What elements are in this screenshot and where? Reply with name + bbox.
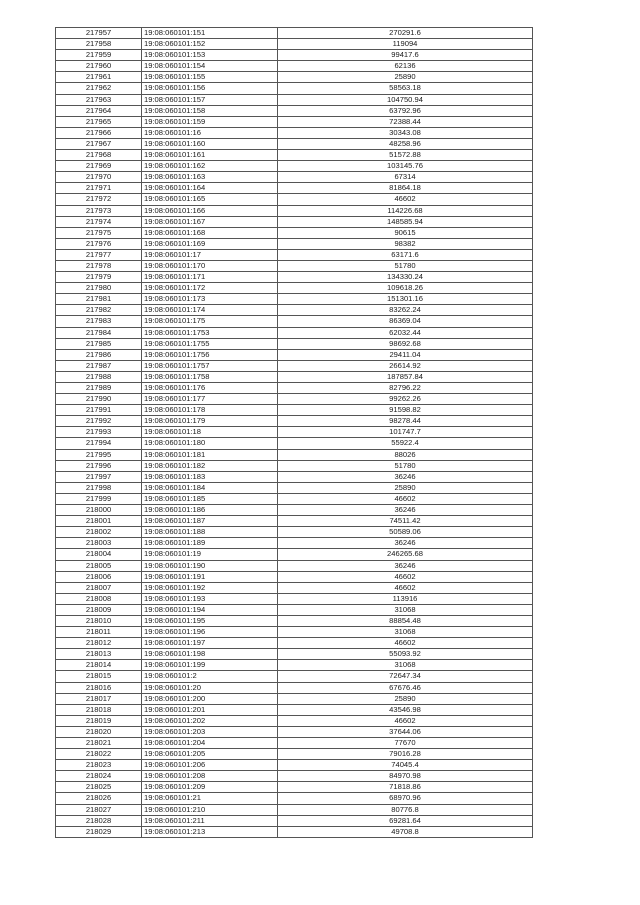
row-index-cell: 218014 [56, 660, 142, 671]
cadastral-number-cell: 19:08:060101:190 [142, 560, 278, 571]
value-cell: 67314 [278, 172, 533, 183]
row-index-cell: 217999 [56, 493, 142, 504]
value-cell: 46602 [278, 638, 533, 649]
value-cell: 25890 [278, 693, 533, 704]
table-row [56, 194, 533, 205]
table-row [56, 804, 533, 815]
row-index-cell: 218023 [56, 760, 142, 771]
cadastral-number-cell: 19:08:060101:1756 [142, 349, 278, 360]
table-row [56, 61, 533, 72]
cadastral-number-cell: 19:08:060101:198 [142, 649, 278, 660]
cadastral-number-cell: 19:08:060101:182 [142, 460, 278, 471]
value-cell: 88854.48 [278, 615, 533, 626]
value-cell: 246265.68 [278, 549, 533, 560]
value-cell: 82796.22 [278, 383, 533, 394]
row-index-cell: 217996 [56, 460, 142, 471]
table-row [56, 549, 533, 560]
row-index-cell: 217986 [56, 349, 142, 360]
value-cell: 270291.6 [278, 28, 533, 39]
value-cell: 51572.88 [278, 150, 533, 161]
row-index-cell: 218005 [56, 560, 142, 571]
cadastral-number-cell: 19:08:060101:189 [142, 538, 278, 549]
row-index-cell: 218025 [56, 782, 142, 793]
cadastral-number-cell: 19:08:060101:174 [142, 305, 278, 316]
value-cell: 98278.44 [278, 416, 533, 427]
row-index-cell: 217995 [56, 449, 142, 460]
value-cell: 37644.06 [278, 726, 533, 737]
table-row [56, 671, 533, 682]
row-index-cell: 217963 [56, 94, 142, 105]
table-row [56, 161, 533, 172]
table-row [56, 305, 533, 316]
table-row [56, 815, 533, 826]
row-index-cell: 217970 [56, 172, 142, 183]
row-index-cell: 218020 [56, 726, 142, 737]
value-cell: 36246 [278, 538, 533, 549]
cadastral-number-cell: 19:08:060101:155 [142, 72, 278, 83]
table-row [56, 72, 533, 83]
cadastral-number-cell: 19:08:060101:196 [142, 627, 278, 638]
cadastral-number-cell: 19:08:060101:192 [142, 582, 278, 593]
table-row [56, 516, 533, 527]
value-cell: 119094 [278, 39, 533, 50]
row-index-cell: 217973 [56, 205, 142, 216]
row-index-cell: 218009 [56, 604, 142, 615]
table-row [56, 782, 533, 793]
cadastral-number-cell: 19:08:060101:197 [142, 638, 278, 649]
value-cell: 36246 [278, 560, 533, 571]
table-row [56, 172, 533, 183]
row-index-cell: 217957 [56, 28, 142, 39]
cadastral-number-cell: 19:08:060101:208 [142, 771, 278, 782]
value-cell: 81864.18 [278, 183, 533, 194]
cadastral-number-cell: 19:08:060101:181 [142, 449, 278, 460]
table-row [56, 604, 533, 615]
table-row [56, 138, 533, 149]
value-cell: 25890 [278, 72, 533, 83]
row-index-cell: 217978 [56, 260, 142, 271]
table-row [56, 560, 533, 571]
row-index-cell: 217981 [56, 294, 142, 305]
table-row [56, 682, 533, 693]
value-cell: 31068 [278, 604, 533, 615]
value-cell: 55922.4 [278, 438, 533, 449]
cadastral-number-cell: 19:08:060101:201 [142, 704, 278, 715]
table-row [56, 183, 533, 194]
value-cell: 46602 [278, 493, 533, 504]
row-index-cell: 218017 [56, 693, 142, 704]
row-index-cell: 218004 [56, 549, 142, 560]
row-index-cell: 217967 [56, 138, 142, 149]
row-index-cell: 218000 [56, 505, 142, 516]
row-index-cell: 217977 [56, 249, 142, 260]
cadastral-number-cell: 19:08:060101:167 [142, 216, 278, 227]
table-row [56, 460, 533, 471]
value-cell: 29411.04 [278, 349, 533, 360]
value-cell: 83262.24 [278, 305, 533, 316]
table-row [56, 116, 533, 127]
row-index-cell: 218027 [56, 804, 142, 815]
value-cell: 72647.34 [278, 671, 533, 682]
table-row [56, 205, 533, 216]
cadastral-number-cell: 19:08:060101:178 [142, 405, 278, 416]
value-cell: 90615 [278, 227, 533, 238]
cadastral-number-cell: 19:08:060101:175 [142, 316, 278, 327]
row-index-cell: 217968 [56, 150, 142, 161]
cadastral-number-cell: 19:08:060101:177 [142, 394, 278, 405]
value-cell: 187857.84 [278, 371, 533, 382]
cadastral-number-cell: 19:08:060101:1758 [142, 371, 278, 382]
table-row [56, 216, 533, 227]
table-row [56, 627, 533, 638]
row-index-cell: 218029 [56, 826, 142, 837]
value-cell: 63171.6 [278, 249, 533, 260]
value-cell: 113916 [278, 593, 533, 604]
value-cell: 72388.44 [278, 116, 533, 127]
row-index-cell: 217958 [56, 39, 142, 50]
cadastral-number-cell: 19:08:060101:179 [142, 416, 278, 427]
cadastral-number-cell: 19:08:060101:2 [142, 671, 278, 682]
value-cell: 36246 [278, 505, 533, 516]
cadastral-number-cell: 19:08:060101:170 [142, 260, 278, 271]
value-cell: 77670 [278, 738, 533, 749]
value-cell: 151301.16 [278, 294, 533, 305]
cadastral-number-cell: 19:08:060101:20 [142, 682, 278, 693]
row-index-cell: 218015 [56, 671, 142, 682]
cadastral-number-cell: 19:08:060101:154 [142, 61, 278, 72]
cadastral-number-cell: 19:08:060101:185 [142, 493, 278, 504]
table-row [56, 693, 533, 704]
value-cell: 51780 [278, 460, 533, 471]
table-row [56, 449, 533, 460]
table-row [56, 726, 533, 737]
table-row [56, 438, 533, 449]
row-index-cell: 217961 [56, 72, 142, 83]
cadastral-number-cell: 19:08:060101:166 [142, 205, 278, 216]
cadastral-number-cell: 19:08:060101:191 [142, 571, 278, 582]
row-index-cell: 218019 [56, 715, 142, 726]
table-row [56, 360, 533, 371]
row-index-cell: 217994 [56, 438, 142, 449]
cadastral-number-cell: 19:08:060101:157 [142, 94, 278, 105]
cadastral-number-cell: 19:08:060101:184 [142, 482, 278, 493]
cadastral-number-cell: 19:08:060101:209 [142, 782, 278, 793]
row-index-cell: 218001 [56, 516, 142, 527]
row-index-cell: 218008 [56, 593, 142, 604]
data-table [55, 27, 533, 838]
value-cell: 91598.82 [278, 405, 533, 416]
value-cell: 98382 [278, 238, 533, 249]
table-row [56, 649, 533, 660]
table-row [56, 283, 533, 294]
cadastral-number-cell: 19:08:060101:165 [142, 194, 278, 205]
value-cell: 46602 [278, 571, 533, 582]
cadastral-number-cell: 19:08:060101:18 [142, 427, 278, 438]
row-index-cell: 217991 [56, 405, 142, 416]
row-index-cell: 218007 [56, 582, 142, 593]
row-index-cell: 217966 [56, 127, 142, 138]
table-row [56, 383, 533, 394]
table-body [56, 28, 533, 838]
table-row [56, 28, 533, 39]
row-index-cell: 218022 [56, 749, 142, 760]
table-row [56, 738, 533, 749]
value-cell: 99262.26 [278, 394, 533, 405]
row-index-cell: 218012 [56, 638, 142, 649]
value-cell: 88026 [278, 449, 533, 460]
table-row [56, 105, 533, 116]
table-row [56, 749, 533, 760]
cadastral-number-cell: 19:08:060101:210 [142, 804, 278, 815]
row-index-cell: 217987 [56, 360, 142, 371]
row-index-cell: 217975 [56, 227, 142, 238]
table-row [56, 593, 533, 604]
table-row [56, 826, 533, 837]
cadastral-number-cell: 19:08:060101:206 [142, 760, 278, 771]
row-index-cell: 218028 [56, 815, 142, 826]
cadastral-number-cell: 19:08:060101:158 [142, 105, 278, 116]
value-cell: 58563.18 [278, 83, 533, 94]
value-cell: 31068 [278, 627, 533, 638]
value-cell: 103145.76 [278, 161, 533, 172]
row-index-cell: 217998 [56, 482, 142, 493]
value-cell: 62032.44 [278, 327, 533, 338]
value-cell: 80776.8 [278, 804, 533, 815]
cadastral-number-cell: 19:08:060101:1753 [142, 327, 278, 338]
table-row [56, 83, 533, 94]
row-index-cell: 217972 [56, 194, 142, 205]
cadastral-number-cell: 19:08:060101:204 [142, 738, 278, 749]
row-index-cell: 218002 [56, 527, 142, 538]
value-cell: 104750.94 [278, 94, 533, 105]
value-cell: 69281.64 [278, 815, 533, 826]
row-index-cell: 217965 [56, 116, 142, 127]
row-index-cell: 217960 [56, 61, 142, 72]
cadastral-number-cell: 19:08:060101:193 [142, 593, 278, 604]
value-cell: 46602 [278, 715, 533, 726]
table-row [56, 416, 533, 427]
cadastral-number-cell: 19:08:060101:169 [142, 238, 278, 249]
table-row [56, 471, 533, 482]
table-row [56, 482, 533, 493]
value-cell: 101747.7 [278, 427, 533, 438]
cadastral-number-cell: 19:08:060101:152 [142, 39, 278, 50]
cadastral-number-cell: 19:08:060101:153 [142, 50, 278, 61]
table-row [56, 615, 533, 626]
value-cell: 74511.42 [278, 516, 533, 527]
table-row [56, 638, 533, 649]
row-index-cell: 217983 [56, 316, 142, 327]
table-row [56, 238, 533, 249]
row-index-cell: 218024 [56, 771, 142, 782]
table-row [56, 493, 533, 504]
cadastral-number-cell: 19:08:060101:180 [142, 438, 278, 449]
cadastral-number-cell: 19:08:060101:19 [142, 549, 278, 560]
value-cell: 51780 [278, 260, 533, 271]
table-row [56, 272, 533, 283]
row-index-cell: 217982 [56, 305, 142, 316]
row-index-cell: 217992 [56, 416, 142, 427]
cadastral-number-cell: 19:08:060101:194 [142, 604, 278, 615]
table-row [56, 715, 533, 726]
row-index-cell: 217990 [56, 394, 142, 405]
cadastral-number-cell: 19:08:060101:159 [142, 116, 278, 127]
value-cell: 68970.96 [278, 793, 533, 804]
cadastral-number-cell: 19:08:060101:200 [142, 693, 278, 704]
value-cell: 25890 [278, 482, 533, 493]
cadastral-number-cell: 19:08:060101:163 [142, 172, 278, 183]
table-row [56, 394, 533, 405]
row-index-cell: 218026 [56, 793, 142, 804]
value-cell: 114226.68 [278, 205, 533, 216]
row-index-cell: 217979 [56, 272, 142, 283]
table-row [56, 405, 533, 416]
row-index-cell: 217989 [56, 383, 142, 394]
cadastral-number-cell: 19:08:060101:211 [142, 815, 278, 826]
value-cell: 148585.94 [278, 216, 533, 227]
row-index-cell: 218003 [56, 538, 142, 549]
value-cell: 48258.96 [278, 138, 533, 149]
value-cell: 43546.98 [278, 704, 533, 715]
cadastral-number-cell: 19:08:060101:186 [142, 505, 278, 516]
table-row [56, 150, 533, 161]
row-index-cell: 217962 [56, 83, 142, 94]
row-index-cell: 217980 [56, 283, 142, 294]
value-cell: 67676.46 [278, 682, 533, 693]
row-index-cell: 217993 [56, 427, 142, 438]
value-cell: 86369.04 [278, 316, 533, 327]
cadastral-number-cell: 19:08:060101:199 [142, 660, 278, 671]
cadastral-number-cell: 19:08:060101:168 [142, 227, 278, 238]
row-index-cell: 218013 [56, 649, 142, 660]
table-row [56, 527, 533, 538]
value-cell: 109618.26 [278, 283, 533, 294]
table-row [56, 260, 533, 271]
table-row [56, 249, 533, 260]
value-cell: 36246 [278, 471, 533, 482]
table-row [56, 704, 533, 715]
table-row [56, 793, 533, 804]
cadastral-number-cell: 19:08:060101:205 [142, 749, 278, 760]
value-cell: 71818.86 [278, 782, 533, 793]
table-row [56, 505, 533, 516]
row-index-cell: 217959 [56, 50, 142, 61]
cadastral-number-cell: 19:08:060101:160 [142, 138, 278, 149]
row-index-cell: 217985 [56, 338, 142, 349]
cadastral-number-cell: 19:08:060101:203 [142, 726, 278, 737]
value-cell: 98692.68 [278, 338, 533, 349]
cadastral-number-cell: 19:08:060101:213 [142, 826, 278, 837]
cadastral-number-cell: 19:08:060101:202 [142, 715, 278, 726]
cadastral-number-cell: 19:08:060101:188 [142, 527, 278, 538]
table-row [56, 327, 533, 338]
cadastral-number-cell: 19:08:060101:187 [142, 516, 278, 527]
value-cell: 84970.98 [278, 771, 533, 782]
row-index-cell: 218016 [56, 682, 142, 693]
row-index-cell: 217988 [56, 371, 142, 382]
value-cell: 49708.8 [278, 826, 533, 837]
row-index-cell: 217964 [56, 105, 142, 116]
row-index-cell: 218011 [56, 627, 142, 638]
cadastral-number-cell: 19:08:060101:176 [142, 383, 278, 394]
table-row [56, 227, 533, 238]
table-row [56, 660, 533, 671]
cadastral-number-cell: 19:08:060101:162 [142, 161, 278, 172]
cadastral-number-cell: 19:08:060101:161 [142, 150, 278, 161]
value-cell: 30343.08 [278, 127, 533, 138]
table-row [56, 427, 533, 438]
cadastral-number-cell: 19:08:060101:171 [142, 272, 278, 283]
cadastral-number-cell: 19:08:060101:183 [142, 471, 278, 482]
value-cell: 46602 [278, 582, 533, 593]
value-cell: 26614.92 [278, 360, 533, 371]
table-row [56, 338, 533, 349]
cadastral-number-cell: 19:08:060101:156 [142, 83, 278, 94]
table-row [56, 371, 533, 382]
value-cell: 31068 [278, 660, 533, 671]
value-cell: 46602 [278, 194, 533, 205]
table-row [56, 582, 533, 593]
table-row [56, 94, 533, 105]
table-row [56, 538, 533, 549]
cadastral-number-cell: 19:08:060101:164 [142, 183, 278, 194]
table-row [56, 294, 533, 305]
table-row [56, 316, 533, 327]
cadastral-value-table [55, 27, 532, 838]
cadastral-number-cell: 19:08:060101:172 [142, 283, 278, 294]
row-index-cell: 218006 [56, 571, 142, 582]
table-row [56, 127, 533, 138]
cadastral-number-cell: 19:08:060101:16 [142, 127, 278, 138]
table-row [56, 39, 533, 50]
table-row [56, 571, 533, 582]
row-index-cell: 218010 [56, 615, 142, 626]
row-index-cell: 217997 [56, 471, 142, 482]
cadastral-number-cell: 19:08:060101:151 [142, 28, 278, 39]
table-row [56, 50, 533, 61]
row-index-cell: 217974 [56, 216, 142, 227]
value-cell: 50589.06 [278, 527, 533, 538]
value-cell: 134330.24 [278, 272, 533, 283]
cadastral-number-cell: 19:08:060101:21 [142, 793, 278, 804]
value-cell: 99417.6 [278, 50, 533, 61]
value-cell: 55093.92 [278, 649, 533, 660]
table-row [56, 760, 533, 771]
value-cell: 63792.96 [278, 105, 533, 116]
row-index-cell: 218021 [56, 738, 142, 749]
row-index-cell: 217976 [56, 238, 142, 249]
row-index-cell: 217971 [56, 183, 142, 194]
cadastral-number-cell: 19:08:060101:173 [142, 294, 278, 305]
value-cell: 79016.28 [278, 749, 533, 760]
row-index-cell: 217969 [56, 161, 142, 172]
table-row [56, 771, 533, 782]
cadastral-number-cell: 19:08:060101:195 [142, 615, 278, 626]
cadastral-number-cell: 19:08:060101:1755 [142, 338, 278, 349]
cadastral-number-cell: 19:08:060101:1757 [142, 360, 278, 371]
row-index-cell: 217984 [56, 327, 142, 338]
value-cell: 74045.4 [278, 760, 533, 771]
cadastral-number-cell: 19:08:060101:17 [142, 249, 278, 260]
table-row [56, 349, 533, 360]
row-index-cell: 218018 [56, 704, 142, 715]
value-cell: 62136 [278, 61, 533, 72]
